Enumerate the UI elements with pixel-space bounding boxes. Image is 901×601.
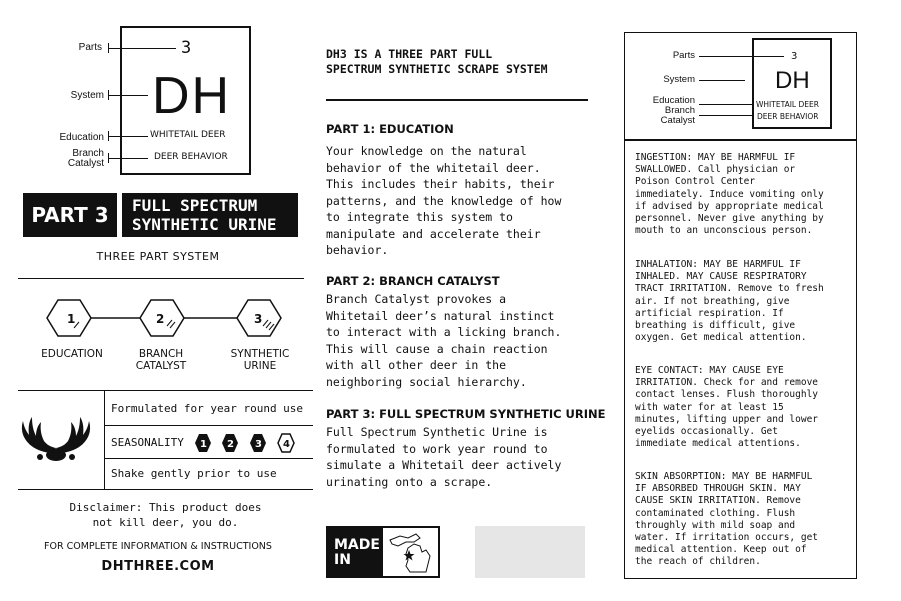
parts-line (108, 48, 176, 49)
table-row-line-2 (104, 458, 313, 459)
table-bottom-line (18, 489, 313, 490)
step-3-label-line1: SYNTHETIC (230, 348, 290, 360)
season-2-number: 2 (227, 439, 234, 450)
warning-line: throughly with mild soap and (635, 519, 796, 531)
warning-line: medical attention. Keep out of (635, 544, 807, 556)
warning-line: INGESTION: MAY BE HARMFUL IF (635, 152, 796, 163)
warning-skin-absorption (635, 471, 847, 569)
warning-line: the reach of children. (635, 556, 761, 568)
season-4-icon (278, 434, 294, 452)
mini-system-line (699, 80, 745, 81)
warning-line: Poison Control Center (635, 176, 756, 188)
mini-element-symbol: DH (775, 67, 810, 94)
mini-education-line (699, 104, 752, 105)
branch-line (108, 158, 148, 159)
element-symbol: DH (152, 67, 232, 125)
part-2-line: to interact with a licking branch. (326, 325, 562, 339)
product-title (122, 193, 298, 237)
steps-diagram (18, 290, 308, 350)
step-1-number: 1 (67, 312, 76, 326)
star-icon (404, 550, 415, 561)
warning-line: water. If irritation occurs, get (635, 532, 819, 544)
part-1-line: behavior. (326, 243, 389, 257)
catalyst-label: Catalyst (67, 158, 104, 169)
warning-line: eyelids occasionally. Get (635, 426, 778, 438)
mini-parts-line (699, 56, 784, 57)
seasonality-label: SEASONALITY (111, 436, 184, 449)
part-3-line: Full Spectrum Synthetic Urine is (326, 425, 548, 439)
made-in-line1: MADE (334, 537, 380, 553)
warning-line: contact lenses. Flush thoroughly (635, 389, 819, 401)
part-1-line: behavior of the whitetail deer. (326, 160, 541, 175)
antler-icon (18, 413, 94, 465)
michigan-map-icon (386, 530, 436, 576)
mini-education-value: WHITETAIL DEER (756, 100, 819, 109)
warning-line: INHALED. MAY CAUSE RESPIRATORY (635, 271, 807, 283)
mini-behavior-value: DEER BEHAVIOR (757, 112, 819, 121)
part-3-line: simulate a Whitetail deer actively (326, 458, 562, 472)
education-label: Education (59, 132, 104, 143)
warning-inhalation (635, 259, 847, 344)
part-1-heading: PART 1: EDUCATION (326, 122, 454, 136)
step-1-label (22, 348, 122, 360)
shake-text: Shake gently prior to use (111, 467, 277, 480)
system-line (108, 95, 148, 96)
part-2-line: with all other deer in the (326, 358, 507, 372)
warning-line: contaminated clothing. Flush (635, 507, 796, 519)
made-in-text (326, 526, 383, 578)
warning-line: air. If not breathing, give (635, 295, 790, 307)
made-in-line2: IN (334, 552, 351, 568)
warning-line: SKIN ABSORPTION: MAY BE HARMFUL (635, 471, 813, 482)
mini-branch-line (699, 115, 752, 116)
mini-branch-label: Branch (664, 105, 695, 116)
part-2-body (326, 291, 608, 390)
warning-line: mouth to an unconscious person. (635, 225, 813, 237)
warning-line: minutes, lifting upper and lower (635, 413, 819, 425)
warning-line: personnel. Never give anything by (635, 213, 824, 225)
element-behavior-value: DEER BEHAVIOR (154, 152, 228, 162)
part-3-section (326, 407, 608, 490)
step-3-label-line2: URINE (243, 360, 277, 372)
warning-line: IRRITATION. Check for and remove (635, 377, 819, 389)
part-3-line: urinating onto a scrape. (326, 474, 493, 489)
part-1-line: to integrate this system to (326, 210, 513, 224)
part-3-heading: PART 3: FULL SPECTRUM SYNTHETIC URINE (326, 407, 606, 421)
warning-line: artificial respiration. If (635, 307, 784, 319)
part-1-body (326, 143, 608, 259)
part-2-line: neighboring social hierarchy. (326, 374, 527, 389)
step-1-hexagon-icon (47, 300, 91, 336)
warning-line: immediately. Induce vomiting only (635, 188, 824, 200)
warning-line: immediate medical attentions. (635, 438, 801, 450)
warning-line: TRACT IRRITATION. Remove to fresh (635, 283, 824, 295)
intro-line1: DH3 IS A THREE PART FULL (326, 47, 493, 61)
part-2-section (326, 274, 608, 390)
part-3-line: formulated to work year round to (326, 441, 548, 456)
table-column-line (104, 390, 105, 489)
step-2-label-line2: CATALYST (135, 360, 187, 372)
warning-line: CAUSE SKIN IRRITATION. Remove (635, 495, 801, 507)
intro-heading (326, 47, 588, 77)
divider (18, 278, 304, 279)
part-banner: PART 3 (23, 193, 117, 237)
mini-catalyst-label: Catalyst (660, 115, 695, 126)
warning-line: with water for at least 15 (635, 401, 784, 413)
website-link[interactable]: DHTHREE.COM (101, 559, 215, 574)
warning-line: INHALATION: MAY BE HARMFUL IF (635, 259, 801, 270)
step-2-label-line1: BRANCH (138, 348, 184, 360)
part-2-heading: PART 2: BRANCH CATALYST (326, 274, 500, 288)
step-2-label (111, 348, 211, 372)
system-heading: THREE PART SYSTEM (96, 250, 220, 263)
season-4-number: 4 (283, 439, 290, 450)
part-2-line: Branch Catalyst provokes a (326, 292, 507, 306)
step-2-number: 2 (156, 312, 165, 326)
season-2-icon (222, 434, 238, 452)
season-1-number: 1 (200, 439, 207, 450)
season-3-icon (250, 434, 266, 452)
mini-parts-label: Parts (672, 50, 695, 61)
intro-divider (326, 99, 588, 101)
season-1-icon (195, 434, 211, 452)
parts-label: Parts (78, 42, 102, 53)
step-3-label (210, 348, 310, 372)
disclaimer-line2: not kill deer, you do. (92, 516, 239, 529)
warning-ingestion (635, 152, 847, 237)
product-title-line2: SYNTHETIC URINE (132, 215, 277, 234)
element-education-value: WHITETAIL DEER (150, 130, 226, 140)
warning-line: breathing is difficult, give (635, 320, 796, 332)
education-line (108, 136, 148, 137)
warning-line: SWALLOWED. Call physician or (635, 164, 796, 176)
warning-line: oxygen. Get medical attention. (635, 332, 807, 344)
part-1-line: This includes their habits, their (326, 177, 555, 191)
step-2-hexagon-icon (140, 300, 184, 336)
mini-element-number: 3 (791, 51, 798, 62)
year-round-text: Formulated for year round use (111, 402, 304, 415)
warning-line: if advised by appropriate medical (635, 200, 824, 212)
branch-label: Branch (72, 148, 104, 159)
table-row-line-1 (104, 425, 313, 426)
part-1-section (326, 122, 608, 259)
mini-education-label: Education (652, 95, 695, 106)
intro-line2: SPECTRUM SYNTHETIC SCRAPE SYSTEM (326, 62, 548, 76)
part-1-line: patterns, and the knowledge of how (326, 193, 562, 208)
disclaimer-line1: Disclaimer: This product does (69, 501, 262, 514)
warning-line: IF ABSORBED THROUGH SKIN. MAY (635, 483, 801, 495)
step-1-label-line1: EDUCATION (41, 348, 103, 360)
complete-info-text: FOR COMPLETE INFORMATION & INSTRUCTIONS (44, 541, 272, 552)
part-1-line: manipulate and accelerate their (326, 226, 541, 241)
product-title-line1: FULL SPECTRUM (132, 196, 258, 215)
part-2-line: Whitetail deer’s natural instinct (326, 308, 555, 323)
step-3-number: 3 (254, 312, 263, 326)
step-3-hexagon-icon (237, 300, 281, 336)
element-number: 3 (181, 38, 192, 58)
mini-system-label: System (663, 74, 695, 85)
blank-label-area (475, 526, 585, 578)
part-3-body (326, 424, 608, 490)
table-top-line (18, 390, 313, 391)
warning-panel-divider (624, 139, 857, 141)
part-2-line: This will cause a chain reaction (326, 341, 548, 356)
season-3-number: 3 (255, 439, 262, 450)
seasonality-indicators (192, 432, 302, 454)
system-label: System (70, 90, 104, 101)
warning-line: EYE CONTACT: MAY CAUSE EYE (635, 365, 784, 376)
disclaimer (18, 500, 313, 530)
part-1-line: Your knowledge on the natural (326, 144, 527, 158)
warning-eye-contact (635, 365, 847, 450)
